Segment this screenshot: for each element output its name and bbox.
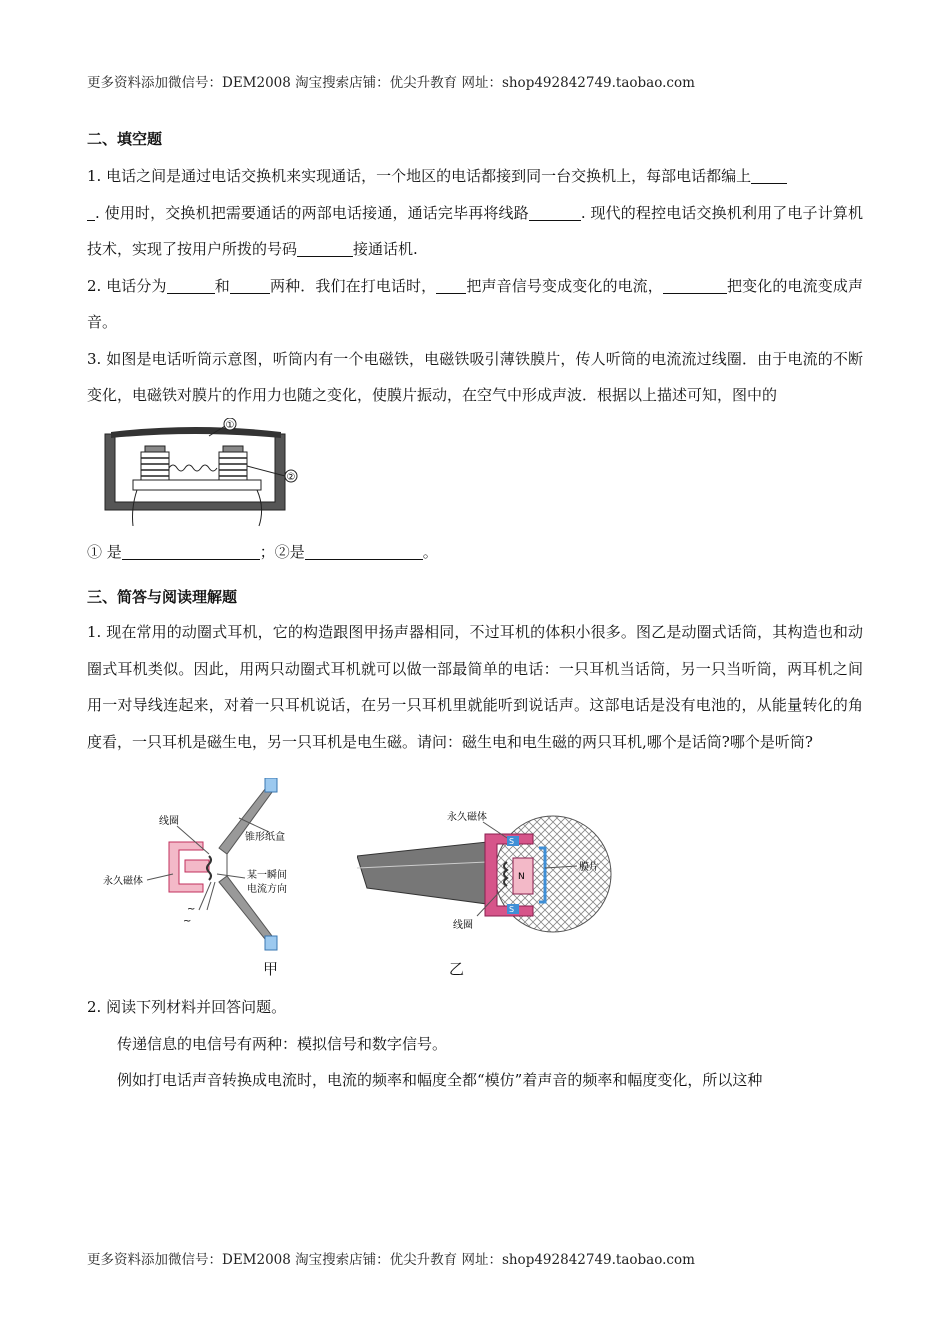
page-footer: 更多资料添加微信号：DEM2008 淘宝搜索店铺：优尖升教育 网址：shop492842749.taobao.com bbox=[87, 1252, 695, 1268]
question-2-2: 2. 电话分为 和 两种．我们在打电话时， 把声音信号变成变化的电流， 把变化的电流变成声音。 bbox=[87, 276, 863, 331]
fig-jia-cone-label: 锥形纸盒 bbox=[245, 832, 285, 843]
question-3-1: 1. 现在常用的动圈式耳机，它的构造跟图甲扬声器相同，不过耳机的体积小很多。图乙是动圈式话筒，其构造也和动圈式耳机类似。因此，用两只动圈式耳机就可以做一部最简单的电话：一只耳机当话筒，另一只当听筒，两耳机之间用一对导线连起来，对着一只耳机说话，在另一只耳机里就能听到说话声。这部电话是没有电池的，从能量转化的角度看，一只耳机是磁生电，另一只耳机是电生磁。请问：磁生电和电生磁的两只耳机,哪个是话筒?哪个是听筒? bbox=[87, 623, 863, 751]
reading-paragraph-2: 例如打电话声音转换成电流时，电流的频率和幅度全都“模仿”着声音的频率和幅度变化，所以这种 bbox=[117, 1071, 763, 1089]
fig-jia-coil-label: 线圈 bbox=[159, 816, 179, 827]
caption-jia: 甲 bbox=[263, 960, 279, 978]
question-2-3-answer: ① 是 ；②是 。 bbox=[87, 542, 438, 561]
document-body bbox=[87, 126, 863, 1099]
page-header: 更多资料添加微信号：DEM2008 淘宝搜索店铺：优尖升教育 网址：shop492842749.taobao.com bbox=[87, 75, 695, 91]
label-1: ① bbox=[225, 419, 235, 431]
svg-text:~: ~ bbox=[187, 904, 196, 915]
fig-jia-magnet-label: 永久磁体 bbox=[103, 876, 143, 887]
reading-paragraph-1: 传递信息的电信号有两种：模拟信号和数字信号。 bbox=[117, 1034, 448, 1053]
fig-yi-magnet-label: 永久磁体 bbox=[447, 812, 487, 823]
earpiece-diagram bbox=[97, 418, 307, 528]
figure-row bbox=[87, 778, 863, 983]
section-title-fill-in: 二、填空题 bbox=[87, 130, 163, 148]
section-title-short-answer: 三、简答与阅读理解题 bbox=[87, 588, 238, 606]
label-2: ② bbox=[286, 471, 296, 483]
fig-yi-coil-label: 线圈 bbox=[453, 920, 473, 931]
question-2-3: 3. 如图是电话听筒示意图，听筒内有一个电磁铁，电磁铁吸引薄铁膜片，传人听筒的电流流过线圈．由于电流的不断变化，电磁铁对膜片的作用力也随之变化，使膜片振动，在空气中形成声波．根据以上描述可知，图中的 bbox=[87, 349, 863, 404]
fig-yi-s-pole-top: S bbox=[509, 837, 515, 846]
speaker-diagram bbox=[99, 778, 319, 958]
caption-yi: 乙 bbox=[449, 960, 465, 978]
svg-text:~: ~ bbox=[183, 916, 192, 927]
question-3-2: 2. 阅读下列材料并回答问题。 bbox=[87, 998, 287, 1016]
fig-yi-s-pole-bottom: S bbox=[509, 905, 515, 914]
question-2-1: 1. 电话之间是通过电话交换机来实现通话，一个地区的电话都接到同一台交换机上，每部电话都编上 . 使用时，交换机把需要通话的两部电话接通，通话完毕再将线路 . 现代的程控电话交换机利用了电子计算机技术，实现了按用户所拨的号码 接通话机. bbox=[87, 167, 863, 258]
fig-yi-n-pole: N bbox=[518, 872, 525, 882]
fig-yi-diaphragm-label: 膜片 bbox=[579, 862, 599, 873]
microphone-diagram bbox=[357, 778, 617, 958]
fig-jia-current-label-1: 某一瞬间 bbox=[247, 870, 287, 881]
fig-jia-current-label-2: 电流方向 bbox=[247, 884, 287, 895]
